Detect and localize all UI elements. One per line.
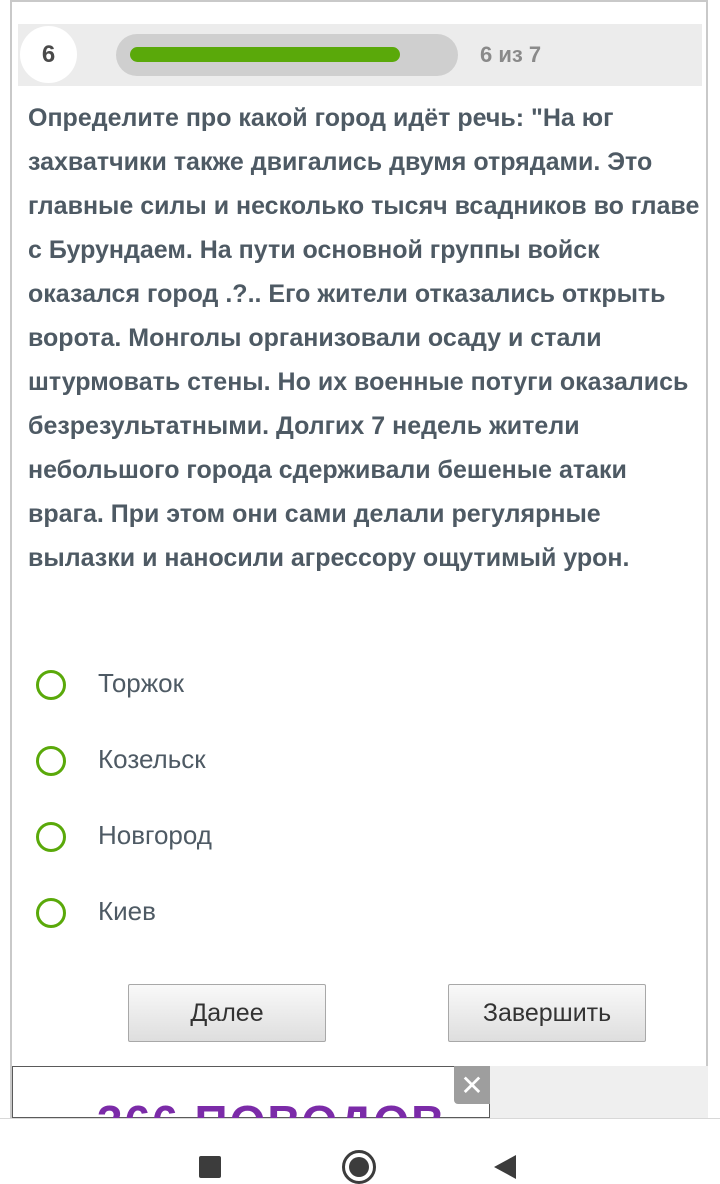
progress-header [18,24,702,86]
answer-option-2[interactable] [36,736,676,812]
next-button[interactable]: Далее [128,984,326,1042]
progress-bar [116,34,458,76]
home-circle-inner [349,1157,369,1177]
progress-bar-fill [130,47,400,62]
answer-option-3[interactable] [36,812,676,888]
radio-button-icon[interactable] [36,898,66,928]
radio-button-icon[interactable] [36,746,66,776]
progress-counter: 6 из 7 [480,42,542,67]
back-triangle-icon[interactable] [494,1155,516,1179]
close-icon[interactable]: ✕ [454,1066,490,1104]
recents-square-icon[interactable] [199,1156,221,1178]
answer-label[interactable]: Новгород [98,820,212,850]
radio-button-icon[interactable] [36,670,66,700]
finish-button[interactable]: Завершить [448,984,646,1042]
home-circle-icon[interactable] [342,1150,376,1184]
answer-label[interactable]: Киев [98,896,156,926]
question-number-badge: 6 [20,26,77,83]
question-text: Определите про какой город идёт речь: "На юг захватчики также двигались двумя отрядами. Это главные силы и несколько тысяч всадников во главе с Бурундаем. На пути основной группы войск оказался город .?.. Его жители отказались открыть ворота. Монголы организовали осаду и стали штурмовать стены. Но их военные потуги оказались безрезультатными. Долгих 7 недель жители небольшого города сдерживали бешеные атаки врага. При этом они сами делали регулярные вылазки и наносили агрессору ощутимый урон. [28,104,700,572]
answer-option-1[interactable] [36,660,676,736]
answer-label[interactable]: Торжок [98,668,184,698]
answer-option-4[interactable] [36,888,676,964]
answer-label[interactable]: Козельск [98,744,206,774]
answer-list [36,660,676,964]
system-nav-bar [0,1118,720,1183]
radio-button-icon[interactable] [36,822,66,852]
ad-banner[interactable] [12,1066,490,1118]
